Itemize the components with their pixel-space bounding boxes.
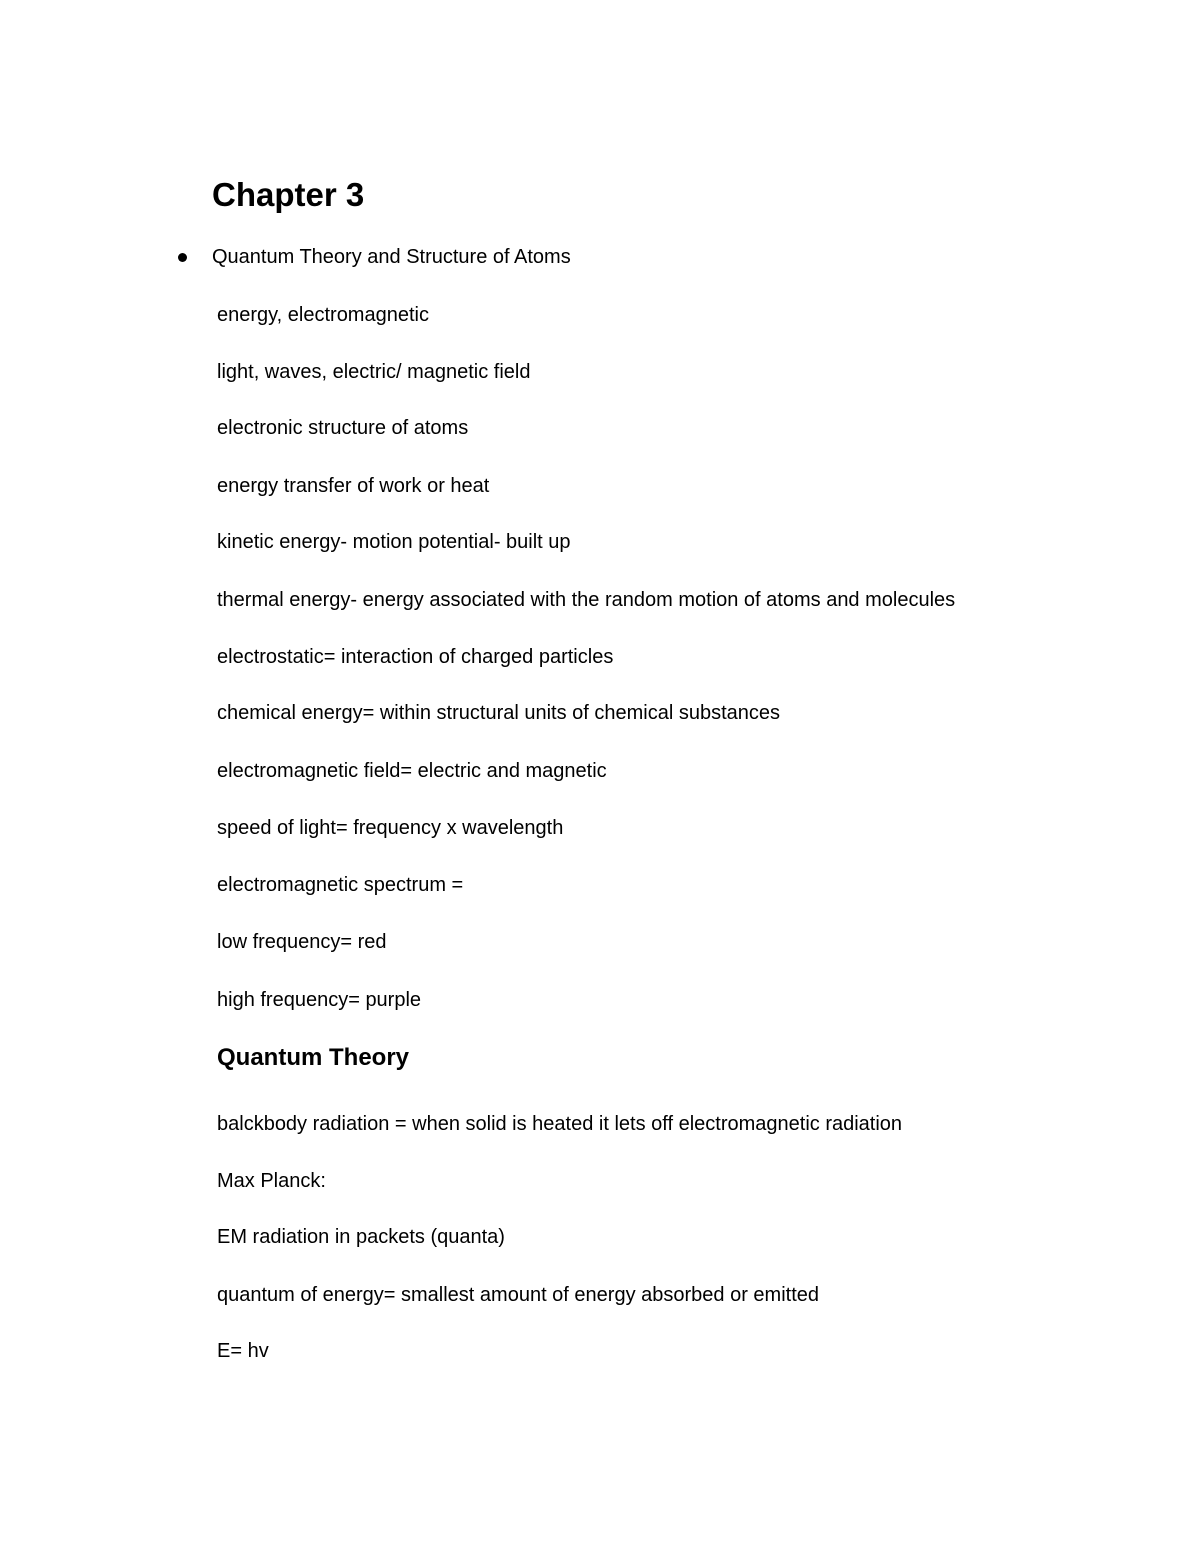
note-line: energy transfer of work or heat bbox=[217, 475, 490, 497]
bullet-dot-icon bbox=[178, 253, 187, 262]
section-heading: Quantum Theory bbox=[217, 1044, 410, 1071]
note-line: chemical energy= within structural units of chemical substances bbox=[217, 702, 781, 724]
note-line: E= hv bbox=[217, 1340, 269, 1362]
note-line: electrostatic= interaction of charged particles bbox=[217, 646, 614, 668]
note-line: electromagnetic spectrum = bbox=[217, 874, 464, 896]
note-line: electronic structure of atoms bbox=[217, 417, 469, 439]
bullet-item-text: Quantum Theory and Structure of Atoms bbox=[212, 246, 571, 268]
note-line: EM radiation in packets (quanta) bbox=[217, 1226, 505, 1248]
note-line: kinetic energy- motion potential- built up bbox=[217, 531, 571, 553]
note-line: electromagnetic field= electric and magnetic bbox=[217, 760, 607, 782]
note-line: quantum of energy= smallest amount of energy absorbed or emitted bbox=[217, 1284, 820, 1306]
note-line: light, waves, electric/ magnetic field bbox=[217, 361, 531, 383]
chapter-title: Chapter 3 bbox=[212, 176, 365, 213]
note-line: energy, electromagnetic bbox=[217, 304, 429, 326]
note-line: high frequency= purple bbox=[217, 989, 422, 1011]
note-line: speed of light= frequency x wavelength bbox=[217, 817, 564, 839]
note-line: Max Planck: bbox=[217, 1170, 326, 1192]
note-line: low frequency= red bbox=[217, 931, 387, 953]
note-line: balckbody radiation = when solid is heated it lets off electromagnetic radiation bbox=[217, 1113, 903, 1135]
note-line: thermal energy- energy associated with the random motion of atoms and molecules bbox=[217, 589, 956, 611]
